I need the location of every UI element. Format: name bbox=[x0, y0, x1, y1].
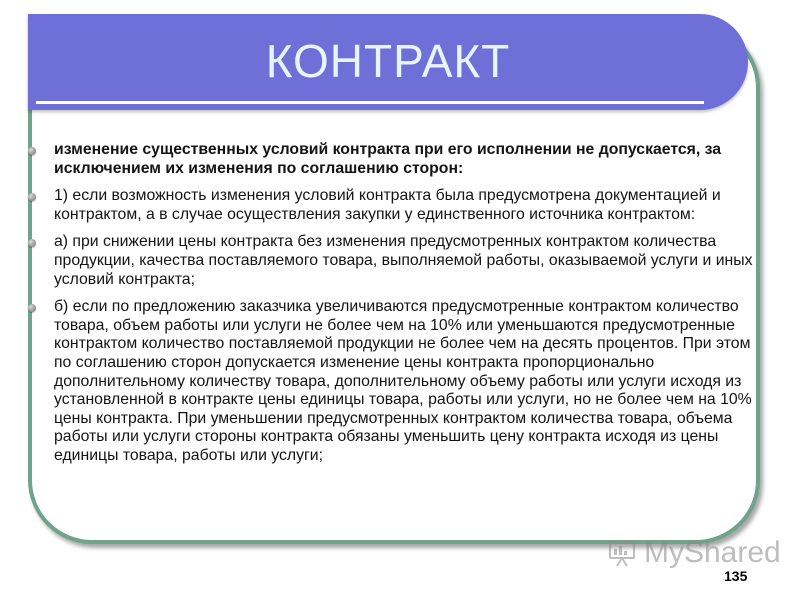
title-underline bbox=[36, 101, 704, 104]
presentation-board-icon bbox=[608, 539, 638, 567]
bullet-icon bbox=[28, 304, 36, 312]
bullet-text: изменение существенных условий контракта при его исполнении не допускается, за исключением их изменения по соглашению сторон: bbox=[54, 141, 722, 177]
bullet-text: а) при снижении цены контракта без изменения предусмотренных контрактом количества продукции, качества поставляемого товара, выполняемой работы, оказываемой услуги и иных условий контракта; bbox=[54, 233, 753, 288]
page-number: 135 bbox=[724, 568, 748, 584]
bullet-item-intro bbox=[24, 141, 754, 178]
bullet-item-1 bbox=[24, 187, 754, 224]
watermark-text: MyShared bbox=[644, 536, 781, 569]
bullet-list bbox=[24, 141, 754, 475]
bullet-icon bbox=[28, 193, 36, 201]
bullet-text: 1) если возможность изменения условий контракта была предусмотрена документацией и контрактом, а в случае осуществления закупки у единственного источника контрактом: bbox=[54, 187, 721, 223]
title-banner bbox=[28, 14, 748, 110]
bullet-icon bbox=[28, 147, 36, 155]
bullet-icon bbox=[28, 239, 36, 247]
bullet-item-a bbox=[24, 233, 754, 289]
bullet-text: б) если по предложению заказчика увеличиваются предусмотренные контрактом количество товара, объем работы или услуги не более чем на 10% или уменьшаются предусмотренные контрактом количество поставляемой продукции не более чем на десять процентов. При этом по соглашению сторон допускается изменение цены контракта пропорционально дополнительному количеству товара, дополнительному объему работы или услуги исходя из установленной в контракте цены единицы товара, работы или услуги, но не более чем на 10% цены контракта. При уменьшении предусмотренных контрактом количества товара, объема работы или услуги стороны контракта обязаны уменьшить цену контракта исходя из цены единицы товара, работы или услуги; bbox=[54, 298, 752, 464]
slide-title: КОНТРАКТ bbox=[265, 35, 511, 87]
bullet-item-b bbox=[24, 298, 754, 465]
watermark bbox=[608, 536, 781, 570]
